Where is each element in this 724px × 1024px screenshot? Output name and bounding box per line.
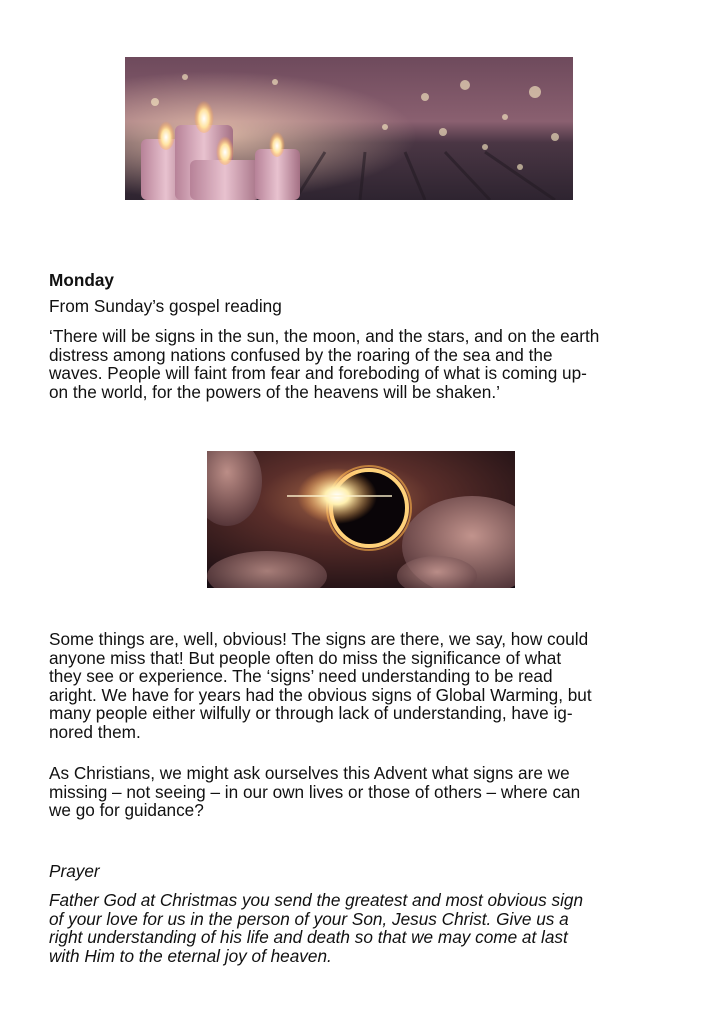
reflection-line: nored them. (49, 721, 141, 742)
quote-line: distress among nations confused by the roaring of the sea and the (49, 344, 553, 365)
reflection-line: Some things are, well, obvious! The signs are there, we say, how could (49, 629, 589, 649)
gospel-quote (49, 327, 689, 401)
reflection-line: aright. We have for years had the obvious signs of Global Warming, but (49, 684, 592, 705)
prayer-text (49, 891, 689, 965)
day-heading: Monday (49, 270, 114, 290)
reflection-paragraph (49, 630, 689, 742)
prayer-line: right understanding of his life and death so that we may come at last (49, 927, 568, 948)
prayer-line: of your love for us in the person of your Son, Jesus Christ. Give us a (49, 908, 569, 929)
gospel-intro: From Sunday’s gospel reading (49, 296, 282, 316)
eclipse-image (207, 451, 515, 588)
reflection-line: we go for guidance? (49, 800, 204, 821)
reflection-line: anyone miss that! But people often do miss the significance of what (49, 647, 562, 668)
prayer-heading: Prayer (49, 861, 100, 881)
candles-image (125, 57, 573, 200)
quote-line: waves. People will faint from fear and foreboding of what is coming up- (49, 363, 587, 384)
reflection-line: missing – not seeing – in our own lives or those of others – where can (49, 781, 581, 802)
quote-line: on the world, for the powers of the heavens will be shaken.’ (49, 381, 500, 402)
quote-line: ‘There will be signs in the sun, the moon, and the stars, and on the earth (49, 326, 600, 346)
reflection-line: As Christians, we might ask ourselves this Advent what signs are we (49, 763, 570, 783)
reflection-line: they see or experience. The ‘signs’ need understanding to be read (49, 666, 553, 687)
prayer-line: with Him to the eternal joy of heaven. (49, 945, 332, 966)
reflection-line: many people either wilfully or through lack of understanding, have ig- (49, 703, 573, 724)
prayer-line: Father God at Christmas you send the greatest and most obvious sign (49, 890, 584, 910)
reflection-paragraph (49, 764, 689, 820)
